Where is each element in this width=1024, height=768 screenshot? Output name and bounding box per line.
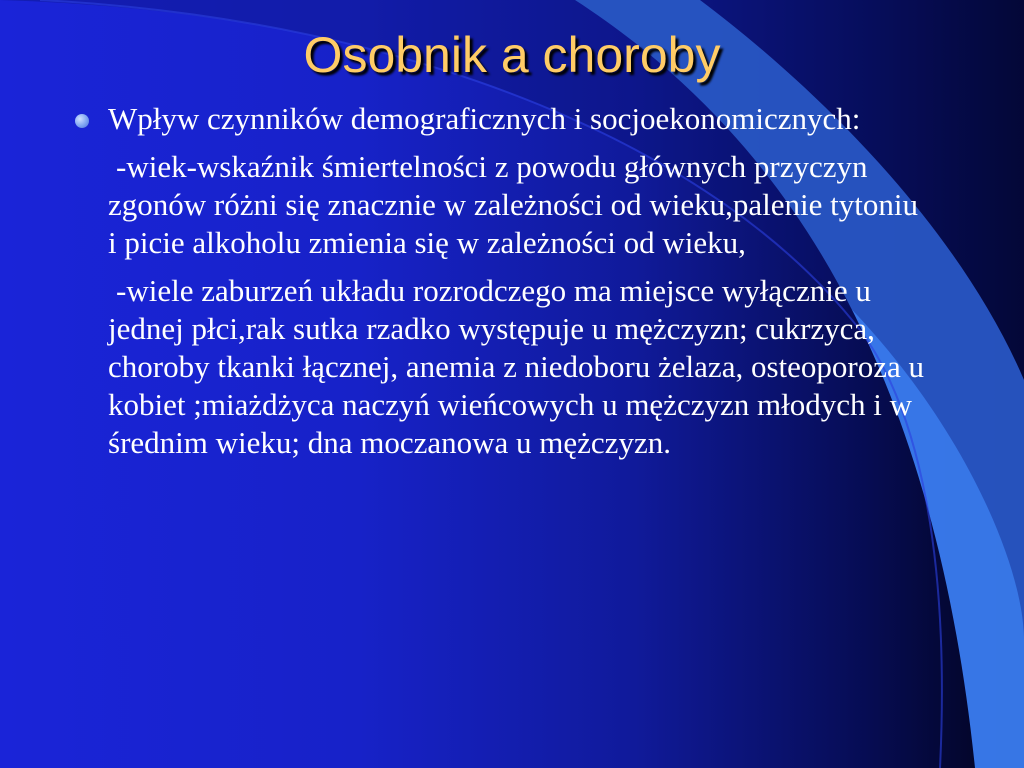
- slide-title: Osobnik a choroby: [303, 27, 721, 83]
- bullet-text: Wpływ czynników demograficznych i socjoekonomicznych:: [108, 101, 861, 136]
- slide-content: [0, 100, 1024, 472]
- paragraph-sex: -wiele zaburzeń układu rozrodczego ma miejsce wyłącznie u jednej płci,rak sutka rzadko występuje u mężczyzn; cukrzyca, choroby tkanki łącznej, anemia z niedoboru żelaza, osteoporoza u kobiet ;miażdżyca naczyń wieńcowych u mężczyzn młodych i w średnim wieku; dna moczanowa u mężczyzn.: [108, 273, 924, 460]
- paragraph-age: -wiek-wskaźnik śmiertelności z powodu głównych przyczyn zgonów różni się znacznie w zależności od wieku,palenie tytoniu i picie alkoholu zmienia się w zależności od wieku,: [108, 149, 919, 260]
- bullet-item: [0, 100, 908, 138]
- bullet-dot-icon: [75, 114, 89, 128]
